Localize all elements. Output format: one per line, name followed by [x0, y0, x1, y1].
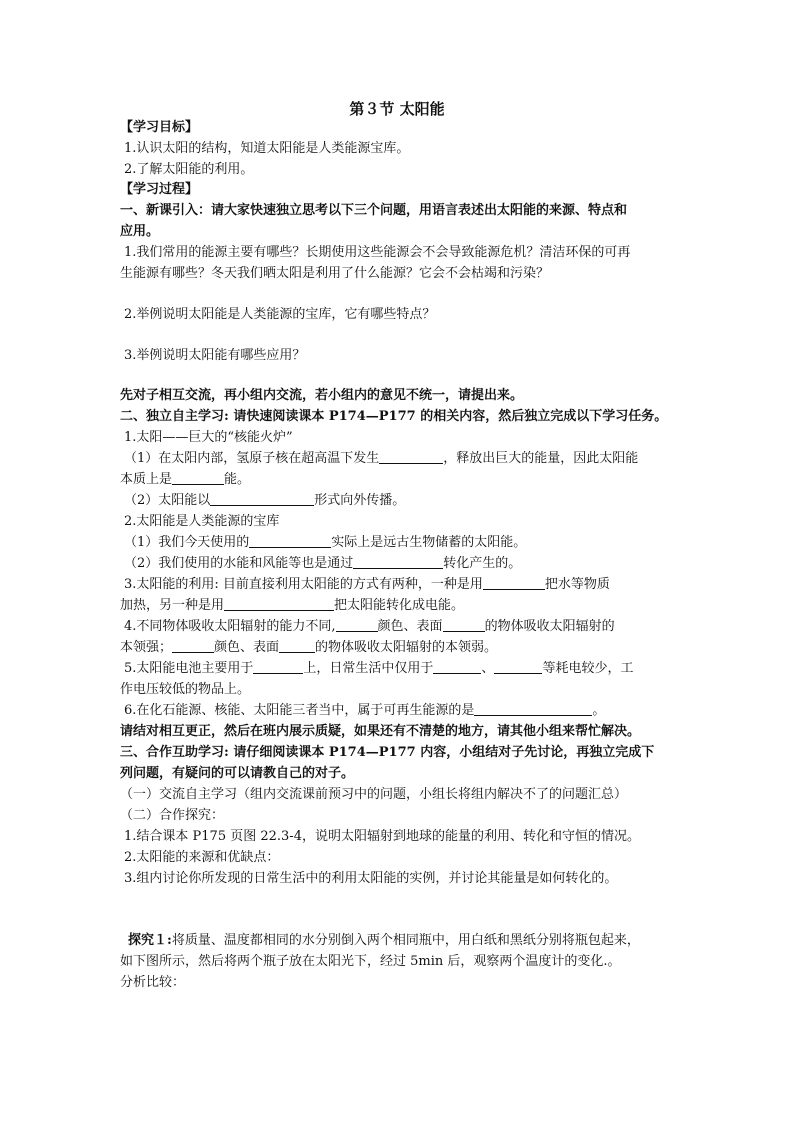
intro-heading-line1: 一、新课引入：请大家快速独立思考以下三个问题，用语言表述出太阳能的来源、特点和: [120, 203, 628, 218]
item-1-1-line2: [120, 470, 680, 490]
fill-blank-solar-cell[interactable]: [224, 596, 334, 611]
fill-blank-propagation[interactable]: [210, 491, 314, 506]
fill-blank-color-strong[interactable]: [336, 617, 378, 632]
section-process-heading: 【学习过程】: [120, 182, 199, 197]
item-3-text-c: 加热，另一种是用: [120, 598, 225, 613]
item-3-line2: [120, 596, 680, 616]
question-3: 3.举例说明太阳能有哪些应用？: [124, 348, 306, 363]
experiment-1-line1: [128, 931, 688, 951]
question-2: 2.举例说明太阳能是人类能源的宝库，它有哪些特点？: [124, 307, 436, 322]
item-6-text-a: 6.在化石能源、核能、太阳能三者当中，属于可再生能源的是: [124, 703, 475, 718]
fill-blank-fusion[interactable]: [379, 449, 443, 464]
item-3-text-a: 3.太阳能的利用: 目前直接利用太阳能的方式有两种，一种是用: [124, 577, 483, 592]
coop-part-1: （一）交流自主学习（组内交流课前预习中的问题，小组长将组内解决不了的问题汇总）: [120, 787, 628, 802]
fill-blank-renewable[interactable]: [474, 701, 592, 716]
item-5-text-c: 、: [481, 661, 495, 676]
coop-task-3: 3.组内讨论你所发现的日常生活中的利用太阳能的实例，并讨论其能量是如何转化的。: [124, 871, 618, 886]
analysis-label: 分析比较：: [120, 975, 186, 990]
item-4-line2: [120, 638, 680, 658]
item-2-1-text-a: （1）我们今天使用的: [124, 535, 250, 550]
item-3-line1: [124, 575, 684, 595]
page-title: 第３节 太阳能: [349, 100, 445, 118]
fill-blank-application[interactable]: [253, 659, 303, 674]
experiment-1-line2: 如下图所示，然后将两个瓶子放在太阳光下，经过 5min 后，观察两个温度计的变化.。: [120, 954, 621, 969]
experiment-1-text-a: 将质量、温度都相同的水分别倒入两个相同瓶中，用白纸和黑纸分别将瓶包起来，: [171, 933, 640, 948]
item-1-1-line1: [124, 449, 684, 469]
item-2-2-text-b: 转化产生的。: [443, 556, 522, 571]
coop-heading-line1: 三、合作互助学习: 请仔细阅读课本 P174—P177 内容，小组结对子先讨论，再独立完成下: [120, 745, 655, 760]
item-5-text-d: 等耗电较少，工: [542, 661, 634, 676]
item-4-text-e: 颜色、表面: [214, 640, 280, 655]
item-2-2-text-a: （2）我们使用的水能和风能等也是通过: [124, 556, 354, 571]
item-1-1-text-c: 本质上是: [120, 472, 173, 487]
fill-blank-surface-weak[interactable]: [279, 638, 315, 653]
coop-heading-line2: 列问题，有疑问的可以请教自己的对子。: [120, 766, 355, 781]
item-4-text-c: 的物体吸收太阳辐射的: [484, 619, 615, 634]
coop-task-2: 2.太阳能的来源和优缺点：: [124, 850, 280, 865]
section-goals-heading: 【学习目标】: [120, 120, 199, 135]
item-6-text-b: 。: [592, 703, 606, 718]
fill-blank-device-2[interactable]: [494, 659, 542, 674]
item-6: [124, 701, 684, 721]
item-1-1-text-d: 能。: [224, 472, 251, 487]
coop-task-1: 1.结合课本 P175 页图 22.3-4，说明太阳辐射到地球的能量的利用、转化和守恒的情况。: [124, 829, 640, 844]
item-1-title: 1.太阳——巨大的“核能火炉”: [124, 430, 293, 445]
goal-1: 1.认识太阳的结构，知道太阳能是人类能源宝库。: [124, 141, 410, 156]
item-5-line2: 作电压较低的物品上。: [120, 682, 251, 697]
intro-heading-line2: 应用。: [120, 224, 160, 239]
item-1-1-text-b: ，释放出巨大的能量，因此太阳能: [443, 451, 639, 466]
item-1-2-text-a: （2）太阳能以: [124, 493, 211, 508]
question-1-line1: 1.我们常用的能源主要有哪些？长期使用这些能源会不会导致能源危机？清洁环保的可再: [124, 245, 631, 260]
item-4-text-f: 的物体吸收太阳辐射的本领弱。: [315, 640, 498, 655]
item-4-text-b: 颜色、表面: [377, 619, 443, 634]
item-5-text-b: 上，日常生活中仅用于: [303, 661, 434, 676]
item-1-1-text-a: （1）在太阳内部，氢原子核在超高温下发生: [124, 451, 380, 466]
fill-blank-surface-strong[interactable]: [443, 617, 485, 632]
item-3-text-b: 把水等物质: [544, 577, 610, 592]
fill-blank-energy-type[interactable]: [172, 470, 224, 485]
question-1-line2: 生能源有哪些？冬天我们晒太阳是利用了什么能源？它会不会枯竭和污染？: [120, 266, 550, 281]
coop-part-2: （二）合作探究：: [120, 808, 225, 823]
item-1-2: [124, 491, 684, 511]
item-1-2-text-b: 形式向外传播。: [314, 493, 406, 508]
item-4-text-d: 本领强；: [120, 640, 173, 655]
fill-blank-device-1[interactable]: [433, 659, 481, 674]
item-4-line1: [124, 617, 684, 637]
item-2-1-text-b: 实际上是远古生物储蓄的太阳能。: [331, 535, 527, 550]
item-5-line1: [124, 659, 684, 679]
item-3-text-d: 把太阳能转化成电能。: [334, 598, 465, 613]
fill-blank-color-weak[interactable]: [172, 638, 214, 653]
self-study-heading: 二、独立自主学习: 请快速阅读课本 P174—P177 的相关内容，然后独立完成以下学习任务。: [120, 409, 668, 424]
item-2-1: [124, 533, 684, 553]
pair-correction-note: 请结对相互更正，然后在班内展示质疑，如果还有不清楚的地方，请其他小组来帮忙解决。: [120, 724, 641, 739]
item-2-title: 2.太阳能是人类能源的宝库: [124, 514, 280, 529]
item-2-2: [124, 554, 684, 574]
goal-2: 2.了解太阳能的利用。: [124, 162, 254, 177]
pair-exchange-note: 先对子相互交流，再小组内交流，若小组内的意见不统一，请提出来。: [120, 388, 524, 403]
fill-blank-fossil[interactable]: [249, 533, 331, 548]
fill-blank-conversion[interactable]: [353, 554, 443, 569]
fill-blank-collector[interactable]: [483, 575, 545, 590]
item-4-text-a: 4.不同物体吸收太阳辐射的能力不同,: [124, 619, 336, 634]
experiment-1-label: 探究１:: [128, 933, 172, 948]
item-5-text-a: 5.太阳能电池主要用于: [124, 661, 254, 676]
